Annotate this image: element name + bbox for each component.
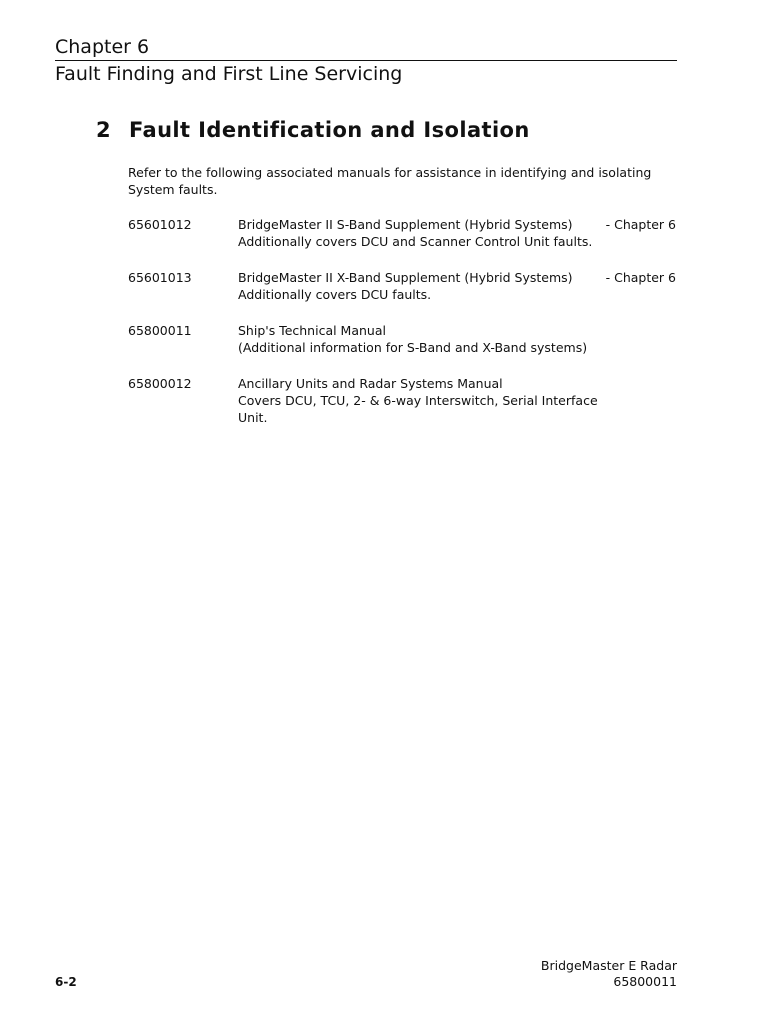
reference-title: BridgeMaster II X-Band Supplement (Hybrid Systems) <box>238 270 573 285</box>
footer-product-info <box>541 958 677 990</box>
reference-description <box>238 322 598 356</box>
reference-title: Ship's Technical Manual <box>238 323 386 338</box>
section-heading <box>96 118 530 142</box>
reference-note: Additionally covers DCU and Scanner Control Unit faults. <box>238 234 593 249</box>
section-title: Fault Identification and Isolation <box>129 118 530 142</box>
reference-title: BridgeMaster II S-Band Supplement (Hybrid Systems) <box>238 217 573 232</box>
reference-description <box>238 269 598 303</box>
chapter-title: Fault Finding and First Line Servicing <box>55 63 403 85</box>
reference-entry <box>128 375 676 428</box>
intro-paragraph: Refer to the following associated manuals for assistance in identifying and isolating System faults. <box>128 165 652 197</box>
reference-title: Ancillary Units and Radar Systems Manual <box>238 376 503 391</box>
reference-list <box>128 216 676 428</box>
product-name: BridgeMaster E Radar <box>540 958 677 973</box>
chapter-number: Chapter 6 <box>55 35 677 61</box>
reference-note: (Additional information for S-Band and X-Band systems) <box>238 340 588 355</box>
page-header <box>55 35 677 87</box>
reference-code: 65800012 <box>128 376 192 391</box>
reference-code: 65601012 <box>128 217 192 232</box>
section-number: 2 <box>96 118 112 142</box>
reference-code: 65601013 <box>128 270 192 285</box>
reference-chapter: - Chapter 6 <box>605 270 676 285</box>
reference-code: 65800011 <box>128 323 192 338</box>
reference-entry <box>128 322 676 375</box>
reference-entry <box>128 216 676 269</box>
reference-chapter: - Chapter 6 <box>605 217 676 232</box>
page-number: 6-2 <box>55 975 77 989</box>
reference-note: Covers DCU, TCU, 2- & 6-way Interswitch, Serial Interface Unit. <box>238 393 598 425</box>
reference-description <box>238 375 598 426</box>
reference-note: Additionally covers DCU faults. <box>238 287 432 302</box>
reference-entry <box>128 269 676 322</box>
reference-description <box>238 216 598 250</box>
document-number: 65800011 <box>613 974 677 989</box>
